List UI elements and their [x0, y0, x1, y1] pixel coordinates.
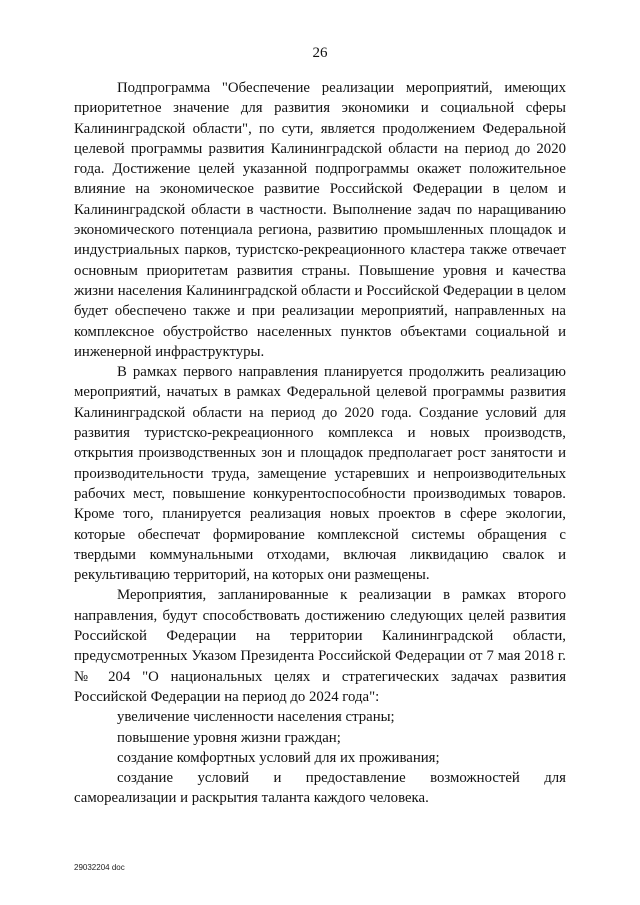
list-item: увеличение численности населения страны; [117, 709, 395, 726]
paragraph-second-direction: Мероприятия, запланированные к реализации в рамках второго направления, будут способствовать достижению следующих целей развития Российской Федерации на территории Калининградской области, предусмотренных Указом Президента Российской Федерации от 7 мая 2018 г. № 204 "О национальных целях и стратегических задачах развития Российской Федерации на период до 2024 года": [74, 587, 566, 705]
list-item: повышение уровня жизни граждан; [117, 729, 341, 746]
page-number: 26 [312, 45, 328, 61]
list-item: создание условий и предоставление возможностей для самореализации и раскрытия таланта каждого человека. [74, 770, 566, 807]
document-body [74, 78, 566, 809]
paragraph-subprogram: Подпрограмма "Обеспечение реализации мероприятий, имеющих приоритетное значение для развития экономики и социальной сферы Калининградской области", по сути, является продолжением Федеральной целевой программы развития Калининградской области на период до 2020 года. Достижение целей указанной подпрограммы окажет положительное влияние на экономическое развитие Российской Федерации в целом и Калининградской области в частности. Выполнение задач по наращиванию экономического потенциала региона, развитию промышленных площадок и индустриальных парков, туристско-рекреационного кластера также отвечает основным приоритетам развития страны. Повышение уровня и качества жизни населения Калининградской области и Российской Федерации в целом будет обеспечено также и при реализации мероприятий, направленных на комплексное обустройство населенных пунктов объектами социальной и инженерной инфраструктуры. [74, 80, 566, 360]
paragraph-first-direction: В рамках первого направления планируется продолжить реализацию мероприятий, начатых в рамках Федеральной целевой программы развития Калининградской области на период до 2020 года. Создание условий для развития туристско-рекреационного комплекса и новых производств, открытия производственных зон и площадок предполагает рост занятости и производительности труда, замещение устаревших и непроизводительных рабочих мест, повышение конкурентоспособности производимых товаров. Кроме того, планируется реализация новых проектов в сфере экологии, которые обеспечат формирование комплексной системы обращения с твердыми коммунальными отходами, включая ликвидацию свалок и рекультивацию территорий, на которых они размещены. [74, 364, 566, 584]
footer-doc-code: 29032204 doc [74, 863, 125, 872]
list-item: создание комфортных условий для их проживания; [117, 749, 440, 766]
